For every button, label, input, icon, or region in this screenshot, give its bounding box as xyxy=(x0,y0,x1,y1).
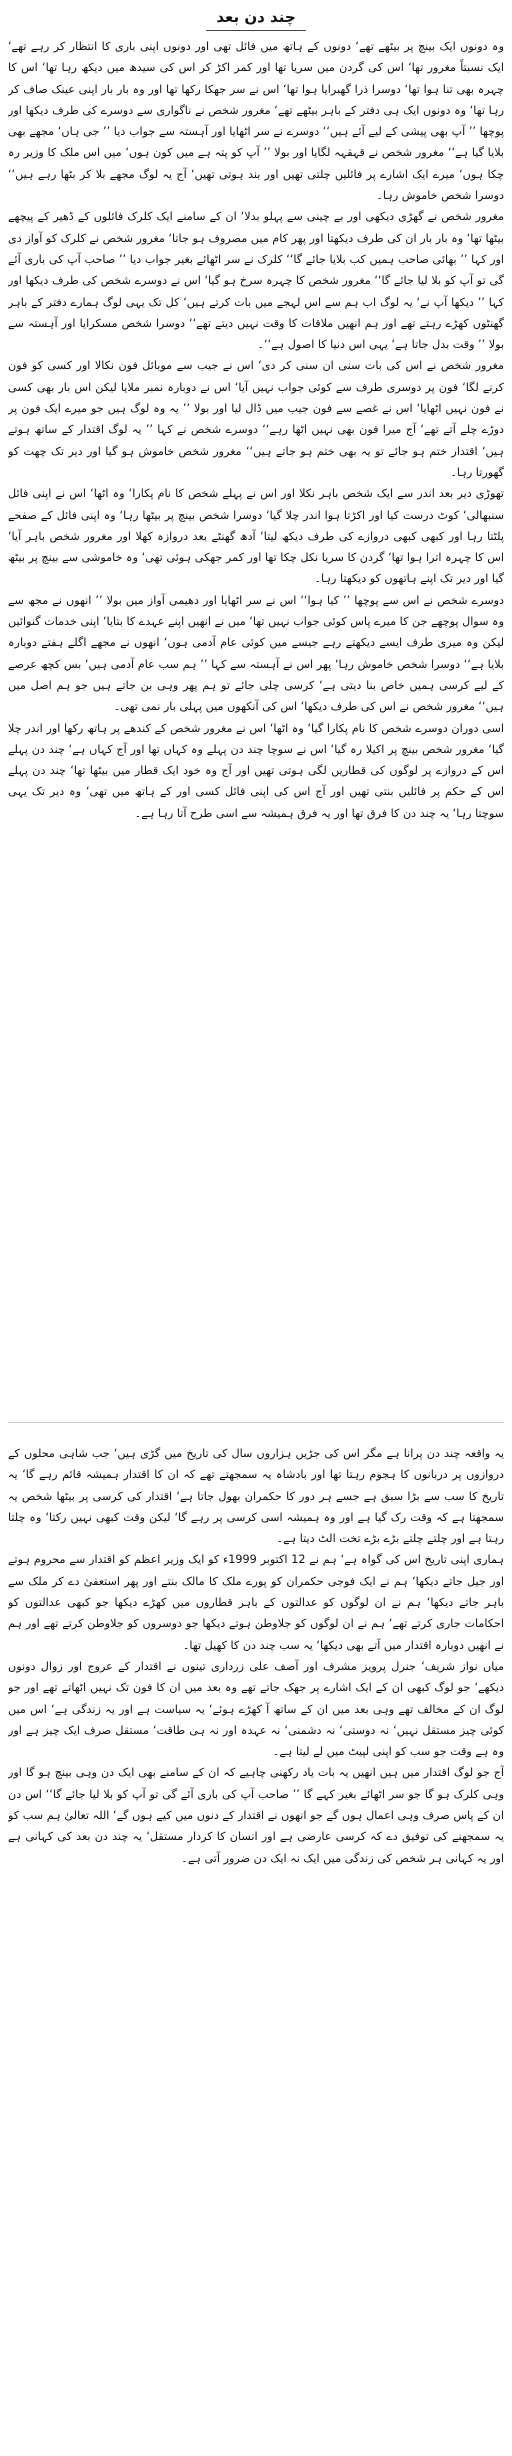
page-title: چند دن بعد xyxy=(206,6,305,31)
paragraph: مغرور شخص نے گھڑی دیکھی اور بے چینی سے پہلو بدلا‘ ان کے سامنے ایک کلرک فائلوں کے ڈھیر کے پیچھے بیٹھا تھا‘ وہ بار بار ان کی طرف دیکھتا اور پھر کام میں مصروف ہو جاتا‘ مغرور شخص نے کلرک کو آواز دی اور کہا ’’ بھائی صاحب ہمیں کب بلایا جائے گا‘‘ کلرک نے سر اٹھائے بغیر جواب دیا ’’ صاحب آپ کی باری آئے گی تو آپ کو بلا لیا جائے گا‘‘ مغرور شخص کا چہرہ سرخ ہو گیا‘ اس نے دوسرے شخص کی طرف دیکھا اور کہا ’’ دیکھا آپ نے‘ یہ لوگ اب ہم سے اس لہجے میں بات کرتے ہیں‘ کل تک یہی لوگ ہمارے دفتر کے باہر گھنٹوں کھڑے رہتے تھے اور ہم انھیں ملاقات کا وقت نہیں دیتے تھے‘‘ دوسرا شخص مسکرایا اور آہستہ سے بولا ’’ وقت بدل جاتا ہے‘ یہی اس دنیا کا اصول ہے‘‘۔ xyxy=(8,210,504,352)
column-block-2 xyxy=(8,1443,504,2448)
paragraph: مغرور شخص نے اس کی بات سنی ان سنی کر دی‘ اس نے جیب سے موبائل فون نکالا اور کسی کو فون کرنے لگا‘ فون پر دوسری طرف سے کوئی جواب نہیں آیا‘ اس نے دوبارہ نمبر ملایا لیکن اس بار بھی کسی نے فون نہیں اٹھایا‘ اس نے غصے سے فون جیب میں ڈال لیا اور بولا ’’ یہ وہ لوگ ہیں جو میرے ایک فون پر دوڑے چلے آتے تھے‘ آج میرا فون بھی نہیں اٹھا رہے‘‘ دوسرے شخص نے کہا ’’ یہ لوگ اقتدار کے ساتھ ہوتے ہیں‘ اقتدار ختم ہو جائے تو یہ بھی ختم ہو جاتے ہیں‘‘ مغرور شخص خاموش ہو گیا اور دیر تک چھت کو گھورتا رہا۔ xyxy=(8,359,504,479)
section-divider xyxy=(8,1422,504,1437)
paragraph: میاں نواز شریف‘ جنرل پرویز مشرف اور آصف علی زرداری تینوں نے اقتدار کے عروج اور زوال دونوں دیکھے‘ جو لوگ کبھی ان کے ایک اشارے پر جھک جاتے تھے وہ بعد میں ان کا فون تک نہیں اٹھاتے تھے اور جو لوگ ان کے مخالف تھے وہی بعد میں ان کے ساتھ آ کھڑے ہوئے‘ یہ سیاست ہے اور یہ زندگی ہے‘ اس میں کوئی چیز مستقل نہیں‘ نہ دوستی‘ نہ دشمنی‘ نہ عہدہ اور نہ ہی طاقت‘ مستقل صرف ایک چیز ہے اور وہ ہے وقت جو سب کو اپنی لپیٹ میں لے لیتا ہے۔ xyxy=(8,1659,504,1759)
paragraph: وہ دونوں ایک بینچ پر بیٹھے تھے‘ دونوں کے ہاتھ میں فائل تھی اور دونوں اپنی باری کا انتظار کر رہے تھے‘ ایک نسبتاً مغرور تھا‘ اس کی گردن میں سریا تھا اور کمر اکڑ کر اس کی سیدھ میں دیکھ رہا تھا‘ اس کا چہرہ بھی تنا ہوا تھا‘ دوسرا ذرا گھبرایا ہوا تھا‘ اس نے سر جھکا رکھا تھا اور وہ بار بار اپنی عینک صاف کر رہا تھا‘ وہ دونوں ایک ہی دفتر کے باہر بیٹھے تھے‘ مغرور شخص نے ناگواری سے دوسرے کی طرف دیکھا اور پوچھا ’’ آپ بھی پیشی کے لیے آئے ہیں‘‘ دوسرے نے سر اٹھایا اور آہستہ سے جواب دیا ’’ جی ہاں‘ مجھے بھی بلایا گیا ہے‘‘ مغرور شخص نے قہقہہ لگایا اور بولا ’’ آپ کو پتہ ہے میں کون ہوں‘ میں اس ملک کا وزیر رہ چکا ہوں‘ میرے ایک اشارے پر فائلیں چلتی تھیں اور بند ہوتی تھیں‘ آج یہ لوگ مجھے بلا کر بٹھا رہے ہیں‘‘ دوسرا شخص خاموش رہا۔ xyxy=(8,40,504,203)
paragraph: تھوڑی دیر بعد اندر سے ایک شخص باہر نکلا اور اس نے پہلے شخص کا نام پکارا‘ وہ اٹھا‘ اس نے اپنی فائل سنبھالی‘ کوٹ درست کیا اور اکڑتا ہوا اندر چلا گیا‘ دوسرا شخص بینچ پر بیٹھا رہا‘ وہ اپنی فائل کے صفحے پلٹتا رہا اور کبھی کبھی دروازے کی طرف دیکھ لیتا‘ آدھ گھنٹے بعد دروازہ کھلا اور مغرور شخص باہر آیا‘ اس کا چہرہ اترا ہوا تھا‘ گردن کا سریا نکل چکا تھا اور کمر جھکی ہوئی تھی‘ وہ خاموشی سے بینچ پر بیٹھ گیا اور دیر تک اپنے ہاتھوں کو دیکھتا رہا۔ xyxy=(8,487,504,586)
paragraph: ہماری اپنی تاریخ اس کی گواہ ہے‘ ہم نے 12 اکتوبر 1999ء کو ایک وزیر اعظم کو اقتدار سے محروم ہوتے اور جیل جاتے دیکھا‘ ہم نے ایک فوجی حکمران کو پورے ملک کا مالک بنتے اور پھر استعفیٰ دے کر ملک سے باہر جاتے دیکھا‘ ہم نے ان لوگوں کو عدالتوں کے باہر قطاروں میں کھڑے دیکھا جو کبھی عدالتوں کو احکامات جاری کرتے تھے‘ ہم نے ان لوگوں کو جلاوطن ہوتے دیکھا جو دوسروں کو جلاوطن کرتے تھے اور ہم نے انھیں دوبارہ اقتدار میں آتے بھی دیکھا‘ یہ سب چند دن کا کھیل تھا۔ xyxy=(8,1553,504,1652)
paragraph: آج جو لوگ اقتدار میں ہیں انھیں یہ بات یاد رکھنی چاہیے کہ ان کے سامنے بھی ایک دن وہی بینچ ہو گا اور وہی کلرک ہو گا جو سر اٹھائے بغیر کہے گا ’’ صاحب آپ کی باری آئے گی تو آپ کو بلا لیا جائے گا‘‘ اس دن ان کے پاس صرف وہی اعمال ہوں گے جو انھوں نے اقتدار کے دنوں میں کیے ہوں گے‘ اللہ تعالیٰ ہم سب کو یہ سمجھنے کی توفیق دے کہ کرسی عارضی ہے اور انسان کا کردار مستقل‘ یہ چند دن بعد کی کہانی ہے اور یہ کہانی ہر شخص کی زندگی میں ایک نہ ایک دن ضرور آتی ہے۔ xyxy=(8,1766,504,1865)
title-bar xyxy=(8,6,504,36)
paragraph: اسی دوران دوسرے شخص کا نام پکارا گیا‘ وہ اٹھا‘ اس نے مغرور شخص کے کندھے پر ہاتھ رکھا اور اندر چلا گیا‘ مغرور شخص بینچ پر اکیلا رہ گیا‘ اس نے سوچا چند دن پہلے وہ کہاں تھا اور آج کہاں ہے‘ چند دن پہلے اس کے دروازے پر لوگوں کی قطاریں لگی ہوتی تھیں اور آج وہ خود ایک قطار میں بیٹھا تھا‘ چند دن پہلے اس کے حکم پر فائلیں بنتی تھیں اور آج اس کی اپنی فائل کسی اور کے ہاتھ میں تھی‘ وہ دیر تک یہی سوچتا رہا‘ یہ چند دن کا فرق تھا اور یہ فرق ہمیشہ سے اسی طرح آتا رہا ہے۔ xyxy=(8,721,504,820)
paragraph: دوسرے شخص نے اس سے پوچھا ’’ کیا ہوا‘‘ اس نے سر اٹھایا اور دھیمی آواز میں بولا ’’ انھوں نے مجھ سے وہ سوال پوچھے جن کا میرے پاس کوئی جواب نہیں تھا‘ میں نے انھیں اپنے عہدے کا بتایا‘ اپنی خدمات گنوائیں لیکن وہ میری طرف ایسے دیکھتے رہے جیسے میں کوئی عام آدمی ہوں‘ انھوں نے مجھے اگلے ہفتے دوبارہ بلایا ہے‘‘ دوسرا شخص خاموش رہا‘ پھر اس نے آہستہ سے کہا ’’ ہم سب عام آدمی ہیں‘ بس کچھ عرصے کے لیے کرسی ہمیں خاص بنا دیتی ہے‘ کرسی چلی جائے تو ہم پھر وہی بن جاتے ہیں جو ہم اصل میں ہیں‘‘ مغرور شخص نے اس کی طرف دیکھا‘ اس کی آنکھوں میں پہلی بار نمی تھی۔ xyxy=(8,593,504,714)
paragraph: یہ واقعہ چند دن پرانا ہے مگر اس کی جڑیں ہزاروں سال کی تاریخ میں گڑی ہیں‘ جب شاہی محلوں کے دروازوں پر دربانوں کا ہجوم رہتا تھا اور بادشاہ یہ سمجھتے تھے کہ ان کا اقتدار ہمیشہ قائم رہے گا‘ یہ تاریخ کا سب سے بڑا سبق ہے جسے ہر دور کا حکمران بھول جاتا ہے‘ اقتدار کی کرسی پر بیٹھا شخص یہ سمجھتا ہے کہ وقت رک گیا ہے اور وہ ہمیشہ اسی کرسی پر رہے گا‘ لیکن وقت کبھی نہیں رکتا‘ وہ چلتا رہتا ہے اور چلتے چلتے بڑے بڑے تخت الٹ دیتا ہے۔ xyxy=(8,1447,504,1546)
column-block-1 xyxy=(8,36,504,1416)
